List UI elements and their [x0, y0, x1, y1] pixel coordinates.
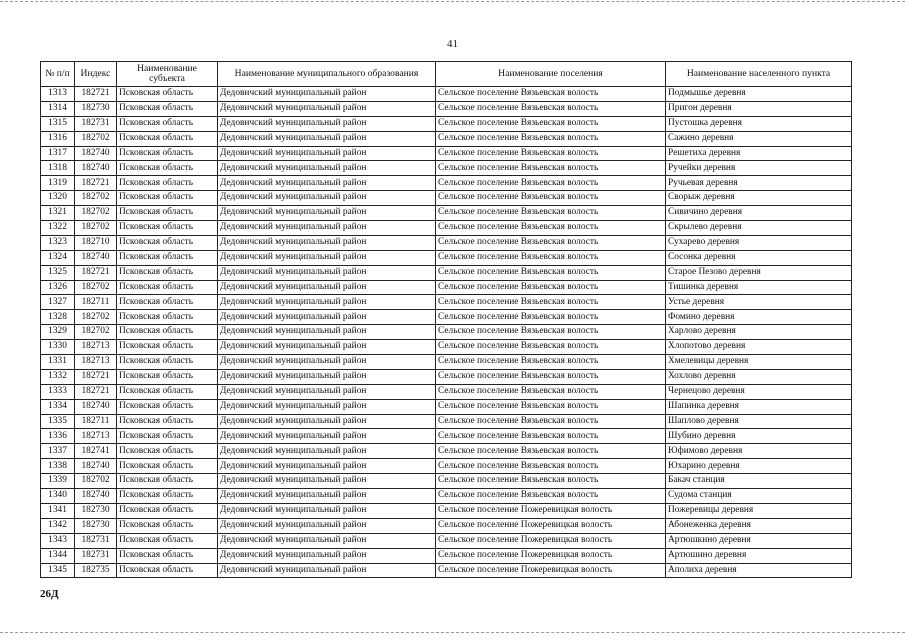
table-row — [41, 176, 852, 191]
cell-index: 182713 — [75, 340, 117, 355]
cell-subject: Псковская область — [117, 265, 218, 280]
cell-num: 1323 — [41, 235, 75, 250]
cell-num: 1338 — [41, 459, 75, 474]
table-row — [41, 280, 852, 295]
cell-num: 1345 — [41, 563, 75, 578]
cell-subject: Псковская область — [117, 369, 218, 384]
cell-num: 1326 — [41, 280, 75, 295]
cell-settlement: Сельское поселение Вязьевская волость — [436, 369, 666, 384]
cell-settlement: Сельское поселение Вязьевская волость — [436, 131, 666, 146]
cell-municipality: Дедовичский муниципальный район — [218, 369, 436, 384]
cell-locality: Чернецово деревня — [666, 384, 852, 399]
cell-index: 182713 — [75, 429, 117, 444]
cell-locality: Сухарево деревня — [666, 235, 852, 250]
cell-subject: Псковская область — [117, 533, 218, 548]
cell-municipality: Дедовичский муниципальный район — [218, 295, 436, 310]
cell-municipality: Дедовичский муниципальный район — [218, 131, 436, 146]
cell-index: 182702 — [75, 206, 117, 221]
cell-subject: Псковская область — [117, 295, 218, 310]
cell-num: 1334 — [41, 399, 75, 414]
cell-settlement: Сельское поселение Вязьевская волость — [436, 250, 666, 265]
cell-index: 182702 — [75, 131, 117, 146]
cell-subject: Псковская область — [117, 176, 218, 191]
cell-settlement: Сельское поселение Вязьевская волость — [436, 429, 666, 444]
cell-num: 1333 — [41, 384, 75, 399]
table-row — [41, 474, 852, 489]
table-row — [41, 503, 852, 518]
cell-num: 1328 — [41, 310, 75, 325]
cell-municipality: Дедовичский муниципальный район — [218, 340, 436, 355]
cell-municipality: Дедовичский муниципальный район — [218, 235, 436, 250]
scan-top-edge — [0, 1, 905, 2]
cell-locality: Хохлово деревня — [666, 369, 852, 384]
cell-municipality: Дедовичский муниципальный район — [218, 116, 436, 131]
cell-subject: Псковская область — [117, 191, 218, 206]
cell-num: 1342 — [41, 518, 75, 533]
cell-subject: Псковская область — [117, 414, 218, 429]
cell-index: 182711 — [75, 295, 117, 310]
cell-num: 1315 — [41, 116, 75, 131]
cell-locality: Шаплово деревня — [666, 414, 852, 429]
table-row — [41, 459, 852, 474]
table-row — [41, 206, 852, 221]
cell-locality: Сворыж деревня — [666, 191, 852, 206]
cell-settlement: Сельское поселение Вязьевская волость — [436, 116, 666, 131]
cell-index: 182740 — [75, 459, 117, 474]
cell-index: 182710 — [75, 235, 117, 250]
cell-settlement: Сельское поселение Вязьевская волость — [436, 161, 666, 176]
footer-code: 26Д — [40, 588, 59, 600]
cell-municipality: Дедовичский муниципальный район — [218, 101, 436, 116]
cell-num: 1336 — [41, 429, 75, 444]
cell-municipality: Дедовичский муниципальный район — [218, 533, 436, 548]
cell-subject: Псковская область — [117, 429, 218, 444]
table-row — [41, 399, 852, 414]
table-row — [41, 235, 852, 250]
cell-settlement: Сельское поселение Пожеревицкая волость — [436, 563, 666, 578]
settlements-table — [40, 61, 852, 578]
cell-locality: Юхарино деревня — [666, 459, 852, 474]
cell-index: 182730 — [75, 101, 117, 116]
header-settlement: Наименование поселения — [436, 62, 666, 87]
cell-subject: Псковская область — [117, 161, 218, 176]
cell-subject: Псковская область — [117, 146, 218, 161]
cell-num: 1330 — [41, 340, 75, 355]
table-row — [41, 116, 852, 131]
cell-index: 182721 — [75, 384, 117, 399]
cell-settlement: Сельское поселение Пожеревицкая волость — [436, 548, 666, 563]
cell-settlement: Сельское поселение Вязьевская волость — [436, 489, 666, 504]
table-row — [41, 518, 852, 533]
table-row — [41, 340, 852, 355]
cell-municipality: Дедовичский муниципальный район — [218, 518, 436, 533]
cell-locality: Сажино деревня — [666, 131, 852, 146]
cell-municipality: Дедовичский муниципальный район — [218, 548, 436, 563]
cell-index: 182702 — [75, 325, 117, 340]
cell-index: 182702 — [75, 310, 117, 325]
cell-settlement: Сельское поселение Вязьевская волость — [436, 206, 666, 221]
cell-municipality: Дедовичский муниципальный район — [218, 146, 436, 161]
cell-num: 1317 — [41, 146, 75, 161]
cell-locality: Пожеревицы деревня — [666, 503, 852, 518]
cell-settlement: Сельское поселение Вязьевская волость — [436, 444, 666, 459]
cell-locality: Устье деревня — [666, 295, 852, 310]
table-header — [41, 62, 852, 87]
cell-index: 182740 — [75, 250, 117, 265]
cell-municipality: Дедовичский муниципальный район — [218, 489, 436, 504]
cell-num: 1314 — [41, 101, 75, 116]
table-row — [41, 533, 852, 548]
cell-num: 1335 — [41, 414, 75, 429]
cell-num: 1343 — [41, 533, 75, 548]
cell-num: 1321 — [41, 206, 75, 221]
cell-subject: Псковская область — [117, 459, 218, 474]
cell-settlement: Сельское поселение Вязьевская волость — [436, 459, 666, 474]
cell-num: 1318 — [41, 161, 75, 176]
cell-settlement: Сельское поселение Вязьевская волость — [436, 146, 666, 161]
cell-settlement: Сельское поселение Вязьевская волость — [436, 191, 666, 206]
table-row — [41, 265, 852, 280]
cell-locality: Скрылево деревня — [666, 221, 852, 236]
cell-locality: Бакач станция — [666, 474, 852, 489]
cell-subject: Псковская область — [117, 221, 218, 236]
cell-settlement: Сельское поселение Вязьевская волость — [436, 265, 666, 280]
cell-settlement: Сельское поселение Вязьевская волость — [436, 384, 666, 399]
cell-index: 182731 — [75, 116, 117, 131]
cell-locality: Старое Пезово деревня — [666, 265, 852, 280]
header-row — [41, 62, 852, 87]
cell-municipality: Дедовичский муниципальный район — [218, 206, 436, 221]
cell-subject: Псковская область — [117, 384, 218, 399]
cell-municipality: Дедовичский муниципальный район — [218, 474, 436, 489]
cell-municipality: Дедовичский муниципальный район — [218, 250, 436, 265]
cell-settlement: Сельское поселение Вязьевская волость — [436, 355, 666, 370]
cell-locality: Хлопотово деревня — [666, 340, 852, 355]
table-row — [41, 548, 852, 563]
table-row — [41, 429, 852, 444]
cell-municipality: Дедовичский муниципальный район — [218, 355, 436, 370]
cell-index: 182702 — [75, 221, 117, 236]
table-body — [41, 87, 852, 578]
cell-index: 182735 — [75, 563, 117, 578]
cell-index: 182740 — [75, 161, 117, 176]
cell-subject: Псковская область — [117, 444, 218, 459]
cell-locality: Сивичино деревня — [666, 206, 852, 221]
cell-settlement: Сельское поселение Вязьевская волость — [436, 221, 666, 236]
cell-settlement: Сельское поселение Вязьевская волость — [436, 474, 666, 489]
cell-settlement: Сельское поселение Вязьевская волость — [436, 310, 666, 325]
table-row — [41, 131, 852, 146]
cell-num: 1325 — [41, 265, 75, 280]
page-number: 41 — [447, 38, 458, 50]
cell-settlement: Сельское поселение Пожеревицкая волость — [436, 533, 666, 548]
cell-settlement: Сельское поселение Вязьевская волость — [436, 176, 666, 191]
table-row — [41, 444, 852, 459]
cell-subject: Псковская область — [117, 250, 218, 265]
cell-subject: Псковская область — [117, 310, 218, 325]
scan-bottom-edge — [0, 632, 905, 633]
cell-subject: Псковская область — [117, 489, 218, 504]
cell-locality: Шапинка деревня — [666, 399, 852, 414]
cell-locality: Артюшино деревня — [666, 548, 852, 563]
cell-num: 1341 — [41, 503, 75, 518]
cell-subject: Псковская область — [117, 399, 218, 414]
table-row — [41, 250, 852, 265]
cell-locality: Артюшкино деревня — [666, 533, 852, 548]
table-row — [41, 191, 852, 206]
cell-subject: Псковская область — [117, 131, 218, 146]
header-index: Индекс — [75, 62, 117, 87]
cell-locality: Судома станция — [666, 489, 852, 504]
cell-index: 182730 — [75, 518, 117, 533]
cell-locality: Ручейки деревня — [666, 161, 852, 176]
cell-locality: Пригон деревня — [666, 101, 852, 116]
cell-subject: Псковская область — [117, 235, 218, 250]
cell-num: 1322 — [41, 221, 75, 236]
cell-municipality: Дедовичский муниципальный район — [218, 87, 436, 102]
cell-num: 1313 — [41, 87, 75, 102]
cell-num: 1319 — [41, 176, 75, 191]
cell-num: 1339 — [41, 474, 75, 489]
table-row — [41, 221, 852, 236]
cell-municipality: Дедовичский муниципальный район — [218, 429, 436, 444]
cell-num: 1324 — [41, 250, 75, 265]
table-row — [41, 369, 852, 384]
cell-settlement: Сельское поселение Вязьевская волость — [436, 87, 666, 102]
cell-index: 182730 — [75, 503, 117, 518]
cell-subject: Псковская область — [117, 101, 218, 116]
cell-settlement: Сельское поселение Вязьевская волость — [436, 280, 666, 295]
cell-settlement: Сельское поселение Вязьевская волость — [436, 295, 666, 310]
cell-index: 182740 — [75, 146, 117, 161]
cell-locality: Аполиха деревня — [666, 563, 852, 578]
cell-subject: Псковская область — [117, 474, 218, 489]
cell-municipality: Дедовичский муниципальный район — [218, 280, 436, 295]
cell-index: 182731 — [75, 533, 117, 548]
cell-subject: Псковская область — [117, 280, 218, 295]
cell-municipality: Дедовичский муниципальный район — [218, 503, 436, 518]
table-row — [41, 87, 852, 102]
cell-index: 182740 — [75, 489, 117, 504]
cell-locality: Решетиха деревня — [666, 146, 852, 161]
cell-num: 1331 — [41, 355, 75, 370]
cell-subject: Псковская область — [117, 518, 218, 533]
cell-locality: Харлово деревня — [666, 325, 852, 340]
cell-subject: Псковская область — [117, 116, 218, 131]
cell-municipality: Дедовичский муниципальный район — [218, 563, 436, 578]
table-row — [41, 295, 852, 310]
table-row — [41, 563, 852, 578]
cell-municipality: Дедовичский муниципальный район — [218, 414, 436, 429]
cell-settlement: Сельское поселение Пожеревицкая волость — [436, 518, 666, 533]
cell-municipality: Дедовичский муниципальный район — [218, 265, 436, 280]
cell-municipality: Дедовичский муниципальный район — [218, 325, 436, 340]
cell-municipality: Дедовичский муниципальный район — [218, 176, 436, 191]
table-row — [41, 355, 852, 370]
cell-locality: Хмелевицы деревня — [666, 355, 852, 370]
cell-municipality: Дедовичский муниципальный район — [218, 384, 436, 399]
table-row — [41, 161, 852, 176]
cell-subject: Псковская область — [117, 548, 218, 563]
cell-locality: Абонеженка деревня — [666, 518, 852, 533]
table-row — [41, 310, 852, 325]
table-row — [41, 414, 852, 429]
cell-settlement: Сельское поселение Вязьевская волость — [436, 340, 666, 355]
cell-index: 182721 — [75, 176, 117, 191]
cell-locality: Фомино деревня — [666, 310, 852, 325]
cell-locality: Шубино деревня — [666, 429, 852, 444]
cell-num: 1344 — [41, 548, 75, 563]
cell-index: 182741 — [75, 444, 117, 459]
cell-settlement: Сельское поселение Вязьевская волость — [436, 399, 666, 414]
cell-locality: Юфимово деревня — [666, 444, 852, 459]
cell-num: 1316 — [41, 131, 75, 146]
table-row — [41, 101, 852, 116]
cell-index: 182702 — [75, 191, 117, 206]
cell-index: 182711 — [75, 414, 117, 429]
cell-index: 182721 — [75, 369, 117, 384]
cell-subject: Псковская область — [117, 503, 218, 518]
cell-subject: Псковская область — [117, 87, 218, 102]
cell-index: 182721 — [75, 265, 117, 280]
cell-num: 1329 — [41, 325, 75, 340]
cell-num: 1340 — [41, 489, 75, 504]
cell-settlement: Сельское поселение Пожеревицкая волость — [436, 503, 666, 518]
cell-municipality: Дедовичский муниципальный район — [218, 399, 436, 414]
table-row — [41, 489, 852, 504]
cell-settlement: Сельское поселение Вязьевская волость — [436, 101, 666, 116]
cell-municipality: Дедовичский муниципальный район — [218, 444, 436, 459]
cell-index: 182721 — [75, 87, 117, 102]
cell-municipality: Дедовичский муниципальный район — [218, 221, 436, 236]
cell-settlement: Сельское поселение Вязьевская волость — [436, 414, 666, 429]
cell-subject: Псковская область — [117, 325, 218, 340]
table-row — [41, 325, 852, 340]
cell-settlement: Сельское поселение Вязьевская волость — [436, 325, 666, 340]
cell-num: 1320 — [41, 191, 75, 206]
cell-municipality: Дедовичский муниципальный район — [218, 161, 436, 176]
cell-index: 182740 — [75, 399, 117, 414]
cell-num: 1327 — [41, 295, 75, 310]
header-num: № п/п — [41, 62, 75, 87]
cell-subject: Псковская область — [117, 340, 218, 355]
cell-index: 182713 — [75, 355, 117, 370]
cell-municipality: Дедовичский муниципальный район — [218, 459, 436, 474]
cell-subject: Псковская область — [117, 563, 218, 578]
header-municipality: Наименование муниципального образования — [218, 62, 436, 87]
cell-municipality: Дедовичский муниципальный район — [218, 310, 436, 325]
cell-locality: Подмышье деревня — [666, 87, 852, 102]
table-row — [41, 384, 852, 399]
cell-locality: Пустошка деревня — [666, 116, 852, 131]
table-row — [41, 146, 852, 161]
cell-index: 182702 — [75, 474, 117, 489]
cell-locality: Сосонка деревня — [666, 250, 852, 265]
cell-subject: Псковская область — [117, 206, 218, 221]
cell-index: 182702 — [75, 280, 117, 295]
cell-num: 1337 — [41, 444, 75, 459]
cell-locality: Ручьевая деревня — [666, 176, 852, 191]
cell-municipality: Дедовичский муниципальный район — [218, 191, 436, 206]
header-subject: Наименование субъекта — [117, 62, 218, 87]
cell-subject: Псковская область — [117, 355, 218, 370]
cell-index: 182731 — [75, 548, 117, 563]
cell-locality: Тишинка деревня — [666, 280, 852, 295]
cell-num: 1332 — [41, 369, 75, 384]
cell-settlement: Сельское поселение Вязьевская волость — [436, 235, 666, 250]
header-locality: Наименование населенного пункта — [666, 62, 852, 87]
